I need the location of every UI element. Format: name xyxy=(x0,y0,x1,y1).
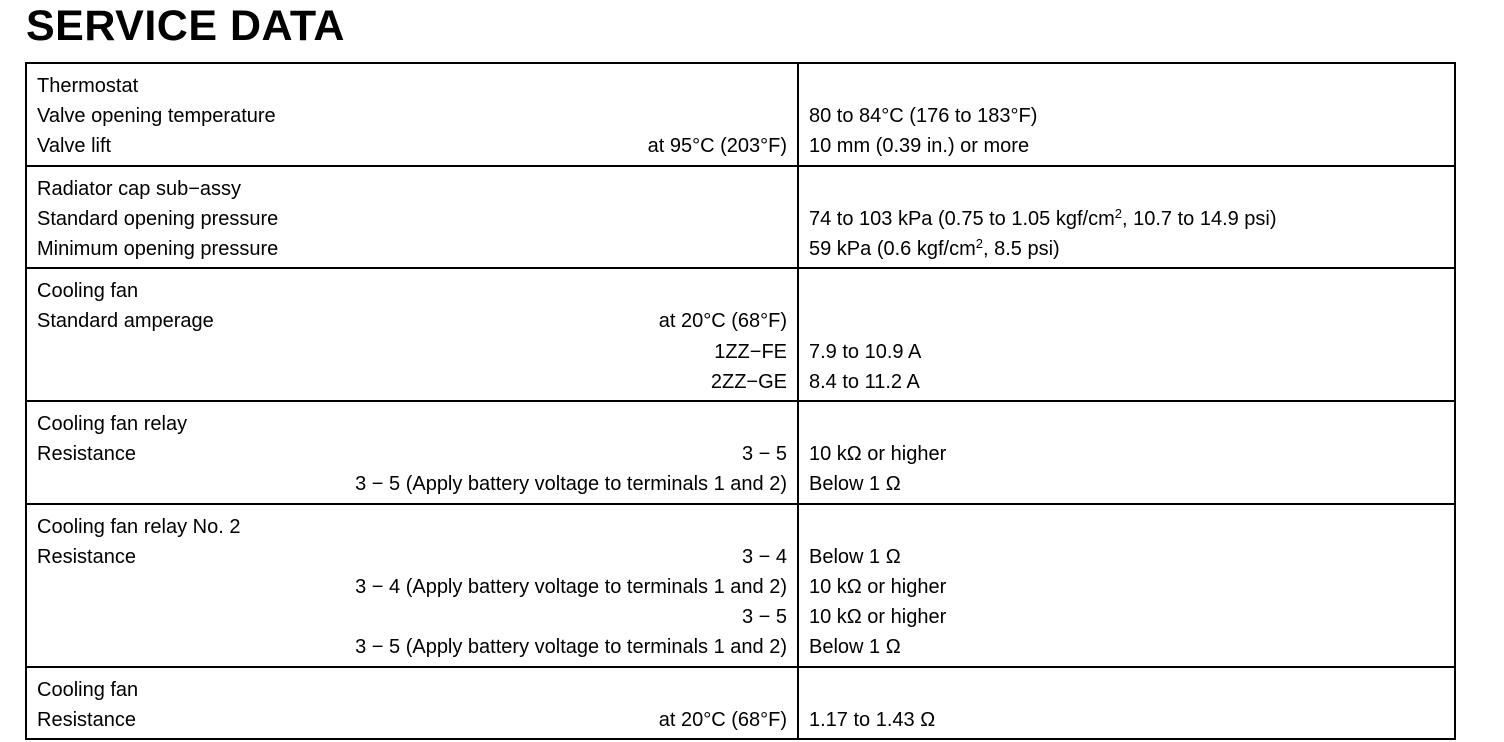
item-condition: 2ZZ−GE xyxy=(710,370,787,393)
spec-item-cell xyxy=(26,401,798,504)
spec-value-cell xyxy=(798,667,1455,739)
item-label: Thermostat xyxy=(37,75,139,97)
spec-value: 10 kΩ or higher xyxy=(809,606,947,629)
spec-value-part: , 8.5 psi) xyxy=(982,238,1060,260)
item-condition: at 95°C (203°F) xyxy=(647,135,787,158)
spec-value-cell xyxy=(798,268,1455,401)
item-label: Resistance xyxy=(37,708,136,731)
item-label: Cooling fan relay No. 2 xyxy=(37,515,241,538)
superscript: 2 xyxy=(1114,205,1122,221)
item-condition: 3 − 5 (Apply battery voltage to terminals 1 and 2) xyxy=(355,636,787,659)
spec-value xyxy=(809,409,1444,439)
item-label: Cooling fan xyxy=(37,678,139,701)
spec-value: 80 to 84°C (176 to 183°F) xyxy=(809,105,1038,128)
spec-value xyxy=(809,71,1444,101)
spec-value: Below 1 Ω xyxy=(809,473,901,496)
item-condition: 3 − 5 xyxy=(741,606,787,629)
table-row-cooling-fan-relay-2 xyxy=(26,504,1455,667)
item-label: Standard opening pressure xyxy=(37,207,279,230)
item-label: Standard amperage xyxy=(37,310,214,333)
spec-value: 8.4 to 11.2 A xyxy=(809,370,920,393)
spec-value-cell xyxy=(798,401,1455,504)
item-label: Minimum opening pressure xyxy=(37,238,279,261)
item-label: Radiator cap sub−assy xyxy=(37,177,242,200)
spec-value-cell xyxy=(798,63,1455,166)
item-condition: 1ZZ−FE xyxy=(714,340,787,363)
item-condition: 3 − 4 xyxy=(741,545,787,568)
spec-value: 1.17 to 1.43 Ω xyxy=(809,708,936,731)
item-label: Valve opening temperature xyxy=(37,105,276,128)
spec-value: 10 kΩ or higher xyxy=(809,443,947,466)
spec-item-cell xyxy=(26,504,798,667)
table-row-thermostat xyxy=(26,63,1455,166)
service-data-table xyxy=(25,62,1456,740)
item-condition: 3 − 5 xyxy=(741,443,787,466)
table-row-cooling-fan-resistance xyxy=(26,667,1455,739)
spec-value-part: 74 to 103 kPa (0.75 to 1.05 kgf/cm xyxy=(809,207,1115,230)
item-condition: 3 − 5 (Apply battery voltage to terminals 1 and 2) xyxy=(355,473,787,496)
spec-value: 7.9 to 10.9 A xyxy=(809,340,922,363)
spec-value xyxy=(809,512,1444,542)
spec-value-part: 59 kPa (0.6 kgf/cm xyxy=(809,238,976,260)
item-label: Resistance xyxy=(37,443,136,466)
item-label: Cooling fan xyxy=(37,280,139,303)
item-label: Resistance xyxy=(37,545,136,568)
spec-value xyxy=(809,204,1444,234)
spec-item-cell xyxy=(26,667,798,739)
spec-value xyxy=(809,306,1444,336)
spec-value: 10 kΩ or higher xyxy=(809,576,947,599)
table-row-radiator-cap xyxy=(26,166,1455,269)
spec-value-part: , 10.7 to 14.9 psi) xyxy=(1121,207,1277,230)
item-condition: at 20°C (68°F) xyxy=(658,310,787,333)
spec-value xyxy=(809,174,1444,204)
spec-value: Below 1 Ω xyxy=(809,636,901,659)
spec-item-cell xyxy=(26,166,798,269)
superscript: 2 xyxy=(975,236,983,251)
spec-value-cell xyxy=(798,504,1455,667)
spec-value xyxy=(809,276,1444,306)
item-condition: 3 − 4 (Apply battery voltage to terminals 1 and 2) xyxy=(355,576,787,599)
spec-value xyxy=(809,675,1444,705)
item-label: Cooling fan relay xyxy=(37,413,188,436)
page-title: SERVICE DATA xyxy=(26,2,345,50)
table-row-cooling-fan-amperage xyxy=(26,268,1455,401)
table-row-cooling-fan-relay xyxy=(26,401,1455,504)
spec-value xyxy=(809,234,1444,264)
item-label: Valve lift xyxy=(37,135,112,158)
spec-value-cell xyxy=(798,166,1455,269)
spec-item-cell xyxy=(26,63,798,166)
spec-value: Below 1 Ω xyxy=(809,545,901,568)
item-condition: at 20°C (68°F) xyxy=(658,708,787,731)
spec-item-cell xyxy=(26,268,798,401)
spec-value: 10 mm (0.39 in.) or more xyxy=(809,135,1030,158)
